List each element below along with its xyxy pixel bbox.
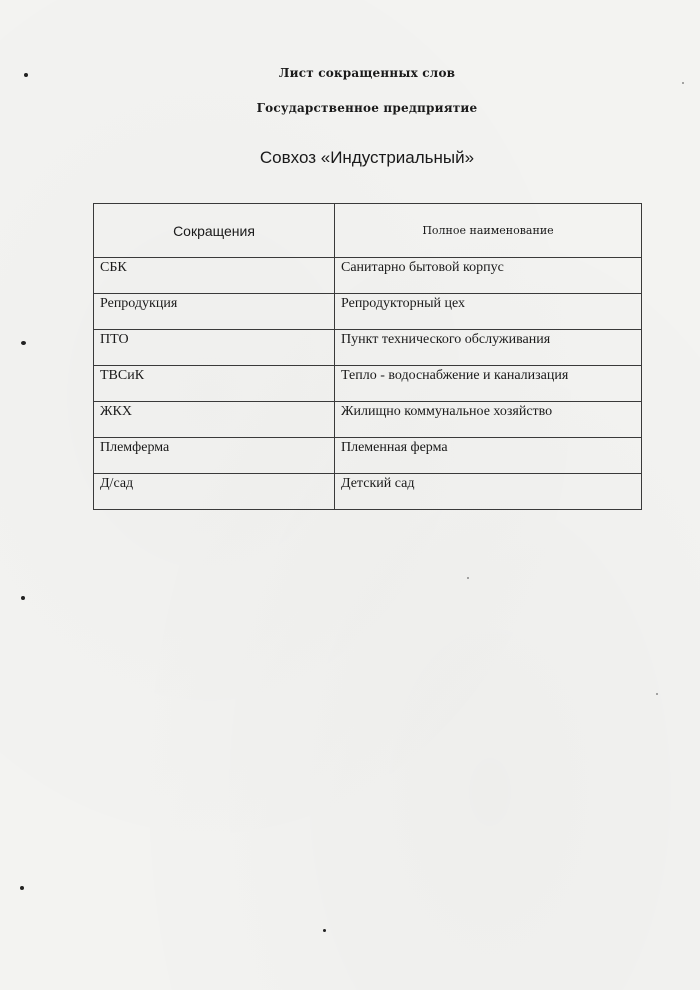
full-name-cell: Детский сад <box>335 474 642 510</box>
document-subtitle: Государственное предприятие <box>256 101 478 115</box>
document-title: Лист сокращенных слов <box>278 66 456 80</box>
abbreviation-cell: Племферма <box>94 438 335 474</box>
full-name-cell: Санитарно бытовой корпус <box>335 258 642 294</box>
table-row <box>94 402 642 438</box>
organization-name: Совхоз «Индустриальный» <box>259 148 475 167</box>
column-header-abbreviations: Сокращения <box>94 204 335 258</box>
table-header-row <box>94 204 642 258</box>
scan-speck <box>24 73 28 77</box>
table-row <box>94 258 642 294</box>
column-header-full-name: Полное наименование <box>335 204 642 258</box>
abbreviation-cell: СБК <box>94 258 335 294</box>
scan-speck <box>323 929 326 932</box>
scan-speck <box>21 596 25 600</box>
full-name-cell: Жилищно коммунальное хозяйство <box>335 402 642 438</box>
abbreviations-table <box>93 203 642 510</box>
table-row <box>94 294 642 330</box>
table-row <box>94 366 642 402</box>
full-name-cell: Пункт технического обслуживания <box>335 330 642 366</box>
abbreviation-cell: Д/сад <box>94 474 335 510</box>
table-row <box>94 438 642 474</box>
abbreviation-cell: ЖКХ <box>94 402 335 438</box>
scan-speck <box>20 886 24 890</box>
abbreviation-cell: ТВСиК <box>94 366 335 402</box>
table-row <box>94 330 642 366</box>
scan-speck <box>21 341 26 345</box>
full-name-cell: Племенная ферма <box>335 438 642 474</box>
full-name-cell: Репродукторный цех <box>335 294 642 330</box>
abbreviation-cell: ПТО <box>94 330 335 366</box>
scan-speck <box>656 693 658 695</box>
table-row <box>94 474 642 510</box>
scan-speck <box>467 577 469 579</box>
full-name-cell: Тепло - водоснабжение и канализация <box>335 366 642 402</box>
abbreviation-cell: Репродукция <box>94 294 335 330</box>
scan-speck <box>682 82 684 84</box>
